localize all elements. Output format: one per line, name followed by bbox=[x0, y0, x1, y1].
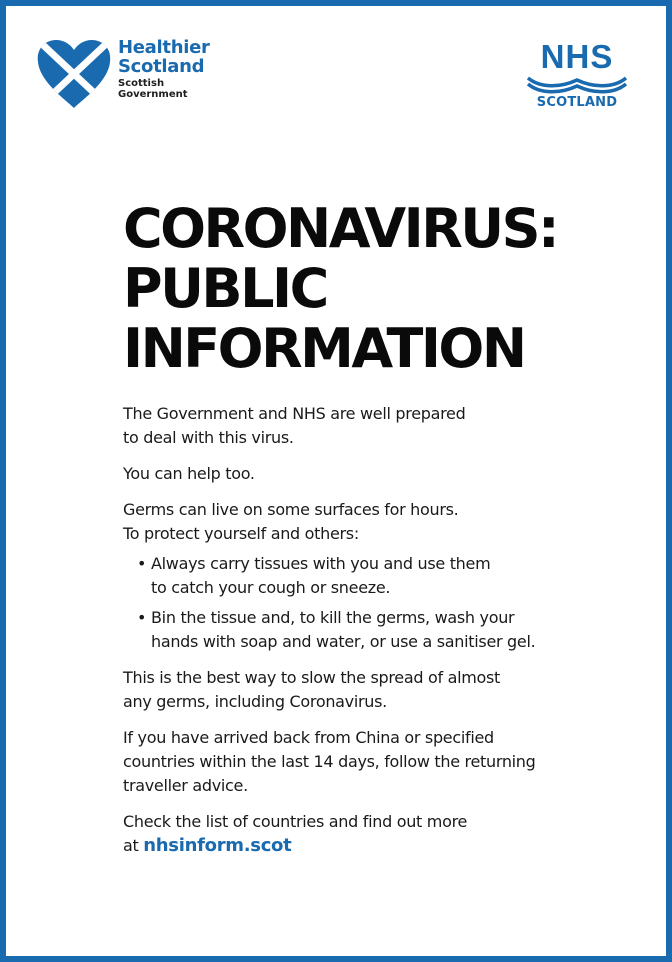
paragraph-more-info bbox=[123, 810, 593, 858]
at-label: at bbox=[123, 836, 139, 855]
list-item-line: • Bin the tissue and, to kill the germs, wash your bbox=[151, 608, 515, 627]
body-text bbox=[123, 402, 593, 870]
healthier-scotland-logo bbox=[36, 38, 236, 114]
paragraph-line: To protect yourself and others: bbox=[123, 524, 359, 543]
government-label: Government bbox=[118, 89, 188, 100]
paragraph-help: You can help too. bbox=[123, 464, 255, 483]
list-item-line: to catch your cough or sneeze. bbox=[151, 578, 391, 597]
list-item bbox=[135, 552, 593, 600]
list-item bbox=[135, 606, 593, 654]
headline-line-3: INFORMATION bbox=[123, 317, 525, 380]
nhs-waves-icon bbox=[526, 72, 628, 94]
paragraph-spread bbox=[123, 666, 593, 714]
paragraph-travel bbox=[123, 726, 593, 798]
heart-saltire-icon bbox=[36, 38, 112, 110]
paragraph-line: to deal with this virus. bbox=[123, 428, 294, 447]
paragraph-line bbox=[123, 834, 593, 858]
paragraph-line: The Government and NHS are well prepared bbox=[123, 404, 466, 423]
nhsinform-link[interactable]: nhsinform.scot bbox=[143, 835, 292, 856]
scottish-label: Scottish bbox=[118, 78, 165, 89]
nhs-scotland-logo bbox=[524, 38, 630, 114]
paragraph-line: This is the best way to slow the spread of almost bbox=[123, 668, 501, 687]
healthier-label: Healthier bbox=[118, 37, 210, 58]
nhs-mark: NHS bbox=[540, 38, 614, 75]
paragraph-line: any germs, including Coronavirus. bbox=[123, 692, 387, 711]
paragraph-line: countries within the last 14 days, follow the returning bbox=[123, 752, 536, 771]
advice-list bbox=[123, 552, 593, 654]
headline-line-1: CORONAVIRUS: bbox=[123, 197, 558, 260]
paragraph-preparedness bbox=[123, 402, 593, 450]
paragraph-line: Germs can live on some surfaces for hours. bbox=[123, 500, 459, 519]
paragraph-line: Check the list of countries and find out more bbox=[123, 812, 468, 831]
scotland-label: Scotland bbox=[118, 56, 205, 77]
paragraph-germs bbox=[123, 498, 593, 546]
paragraph-line: If you have arrived back from China or specified bbox=[123, 728, 494, 747]
headline bbox=[123, 199, 557, 379]
headline-line-2: PUBLIC bbox=[123, 257, 327, 320]
nhs-region: SCOTLAND bbox=[536, 95, 618, 110]
list-item-line: hands with soap and water, or use a sanitiser gel. bbox=[151, 632, 536, 651]
list-item-line: • Always carry tissues with you and use them bbox=[151, 554, 491, 573]
paragraph-line: traveller advice. bbox=[123, 776, 248, 795]
